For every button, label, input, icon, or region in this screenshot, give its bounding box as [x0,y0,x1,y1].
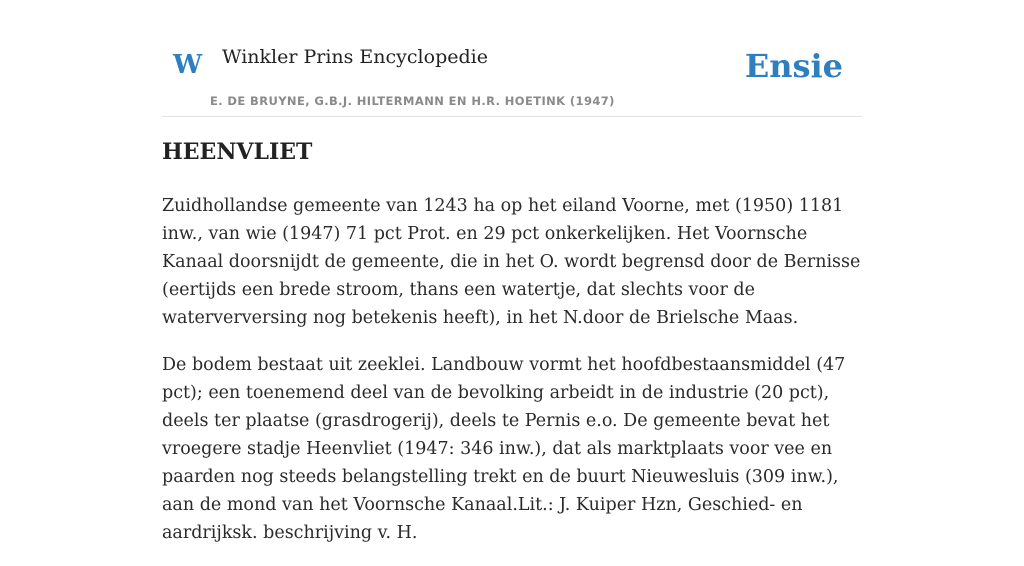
article-headword: HEENVLIET [162,139,313,165]
brand-logo[interactable]: Ensie [744,47,843,85]
site-header [162,0,862,117]
article-paragraph: De bodem bestaat uit zeeklei. Landbouw vormt het hoofdbestaansmiddel (47 pct); een toenemend deel van de bevolking arbeidt in de industrie (20 pct), deels ter plaatse (grasdrogerij), deels te Pernis e.o. De gemeente bevat het vroegere stadje Heenvliet (1947: 346 inw.), dat als marktplaats voor vee en paarden nog steeds belangstelling trekt en de buurt Nieuwesluis (309 inw.), aan de mond van het Voornsche Kanaal.Lit.: J. Kuiper Hzn, Geschied- en aardrijksk. beschrijving v. H. [162,354,846,543]
publication-authors: E. DE BRUYNE, G.B.J. HILTERMANN EN H.R. HOETINK (1947) [210,94,615,108]
publication-logo-icon[interactable]: W [173,50,203,80]
article-paragraph: Zuidhollandse gemeente van 1243 ha op het eiland Voorne, met (1950) 1181 inw., van wie (1947) 71 pct Prot. en 29 pct onkerkelijken. Het Voornsche Kanaal doorsnijdt de gemeente, die in het O. wordt begrensd door de Bernisse (eertijds een brede stroom, thans een watertje, dat slechts voor de waterverversing nog betekenis heeft), in het N.door de Brielsche Maas. [162,195,861,328]
publication-title[interactable]: Winkler Prins Encyclopedie [222,46,488,68]
article [162,138,862,566]
